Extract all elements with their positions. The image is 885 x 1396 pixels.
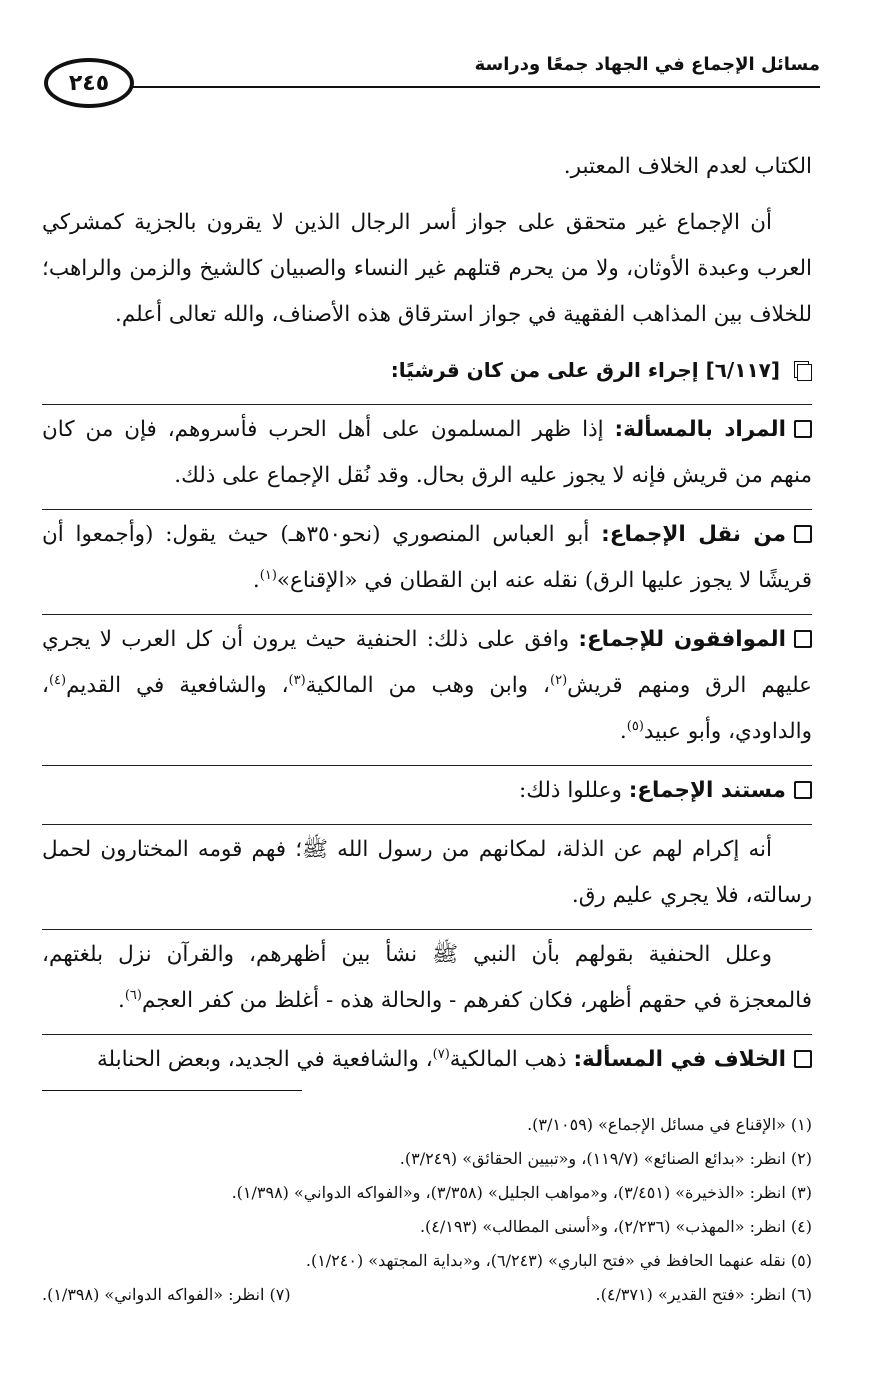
- footnote: (٢) انظر: «بدائع الصنائع» (١١٩/٧)، و«تبيين الحقائق» (٣/٢٤٩).: [399, 1149, 812, 1168]
- item-label: المراد بالمسألة:: [614, 417, 786, 442]
- section-heading: [42, 348, 812, 392]
- item-text: إذا ظهر المسلمون على أهل الحرب فأسروهم، فإن من كان منهم من قريش فإنه لا يجوز عليه الرق بحال. وقد نُقل الإجماع على ذلك.: [42, 417, 812, 488]
- square-bullet-icon: [794, 630, 812, 648]
- item-text: ، وابن وهب من المالكية: [305, 673, 550, 698]
- square-bullet-icon: [794, 781, 812, 799]
- item-label: مستند الإجماع:: [628, 778, 786, 803]
- footnote-row: [42, 1278, 812, 1312]
- item-muwafiqun: [42, 614, 812, 755]
- footnote-ref: (٣): [288, 672, 306, 688]
- item-end: .: [619, 719, 627, 744]
- footnote: (١) «الإقناع في مسائل الإجماع» (٣/١٠٥٩).: [527, 1115, 812, 1134]
- footnote: (٥) نقله عنهما الحافظ في «فتح الباري» (٦/٢٤٣)، و«بداية المجتهد» (١/٢٤٠).: [305, 1251, 812, 1270]
- paragraph-text: وعلل الحنفية بقولهم بأن النبي ﷺ نشأ بين أظهرهم، والقرآن نزل بلغتهم، فالمعجزة في حقهم أظهر، فكان كفرهم - والحالة هذه - أغلظ من كفر العجم: [42, 942, 812, 1013]
- document-icon: [794, 361, 812, 381]
- paragraph-ikram: أنه إكرام لهم عن الذلة، لمكانهم من رسول الله ﷺ؛ فهم قومه المختارون لحمل رسالته، فلا يجري عليم رق.: [42, 824, 812, 919]
- footnote-ref: (٤): [48, 672, 67, 688]
- footnotes: [42, 1108, 812, 1312]
- square-bullet-icon: [794, 525, 812, 543]
- footnote: (٣) انظر: «الذخيرة» (٣/٤٥١)، و«مواهب الجليل» (٣/٣٥٨)، و«الفواكه الدواني» (١/٣٩٨).: [231, 1183, 812, 1202]
- item-text: ، والشافعية في القديم: [66, 673, 289, 698]
- item-mustanad: [42, 765, 812, 814]
- footnote-ref: (٦): [124, 987, 142, 1003]
- footnote-rule: [42, 1090, 302, 1091]
- item-khilaf: [42, 1034, 812, 1083]
- paragraph-continuation: الكتاب لعدم الخلاف المعتبر.: [563, 154, 812, 179]
- page-number: ٢٤٥: [44, 58, 134, 108]
- item-naql: [42, 509, 812, 604]
- item-end: .: [252, 568, 260, 593]
- item-text: أبو العباس المنصوري (نحو٣٥٠هـ) حيث يقول: (وأجمعوا أن قريشًا لا يجوز عليها الرق) نقله عنه ابن القطان في «الإقناع»: [42, 522, 812, 593]
- footnote-ref: (٧): [432, 1046, 450, 1062]
- footnote: (٧) انظر: «الفواكه الدواني» (١/٣٩٨).: [42, 1285, 291, 1304]
- square-bullet-icon: [794, 420, 812, 438]
- header-rule: [130, 86, 820, 88]
- book-title: مسائل الإجماع في الجهاد جمعًا ودراسة: [474, 54, 820, 75]
- item-label: من نقل الإجماع:: [601, 522, 787, 547]
- paragraph-end: .: [117, 988, 125, 1013]
- item-text: ذهب المالكية: [449, 1047, 567, 1072]
- footnote: (٤) انظر: «المهذب» (٢/٢٣٦)، و«أسنى المطالب» (٤/١٩٣).: [419, 1217, 812, 1236]
- main-text: [42, 144, 812, 1093]
- section-heading-text: [٦/١١٧] إجراء الرق على من كان قرشيًا:: [390, 358, 780, 382]
- footnote-ref: (٢): [550, 672, 568, 688]
- square-bullet-icon: [794, 1050, 812, 1068]
- footnote-ref: (٥): [626, 718, 644, 734]
- footnote: (٦) انظر: «فتح القدير» (٤/٣٧١).: [595, 1285, 812, 1304]
- item-text: وافق على ذلك: الحنفية حيث يرون أن كل العرب لا يجري عليهم الرق ومنهم قريش: [42, 627, 813, 698]
- running-header: [40, 48, 820, 108]
- paragraph-conclusion: أن الإجماع غير متحقق على جواز أسر الرجال الذين لا يقرون بالجزية كمشركي العرب وعبدة الأوثان، ولا من يحرم قتلهم غير النساء والصبيان كالشيخ والزمن والراهب؛ للخلاف بين المذاهب الفقهية في جواز استرقاق هذه الأصناف، والله تعالى أعلم.: [42, 210, 812, 327]
- item-text: وعللوا ذلك:: [519, 778, 622, 803]
- item-label: الموافقون للإجماع:: [578, 627, 787, 652]
- footnote-ref: (١): [259, 567, 277, 583]
- item-text: ، والداودي، وأبو عبيد: [42, 673, 812, 744]
- item-label: الخلاف في المسألة:: [573, 1047, 786, 1072]
- item-text: ، والشافعية في الجديد، وبعض الحنابلة: [96, 1047, 433, 1072]
- item-murad: [42, 404, 812, 499]
- paragraph-hanafiyya: [42, 929, 812, 1024]
